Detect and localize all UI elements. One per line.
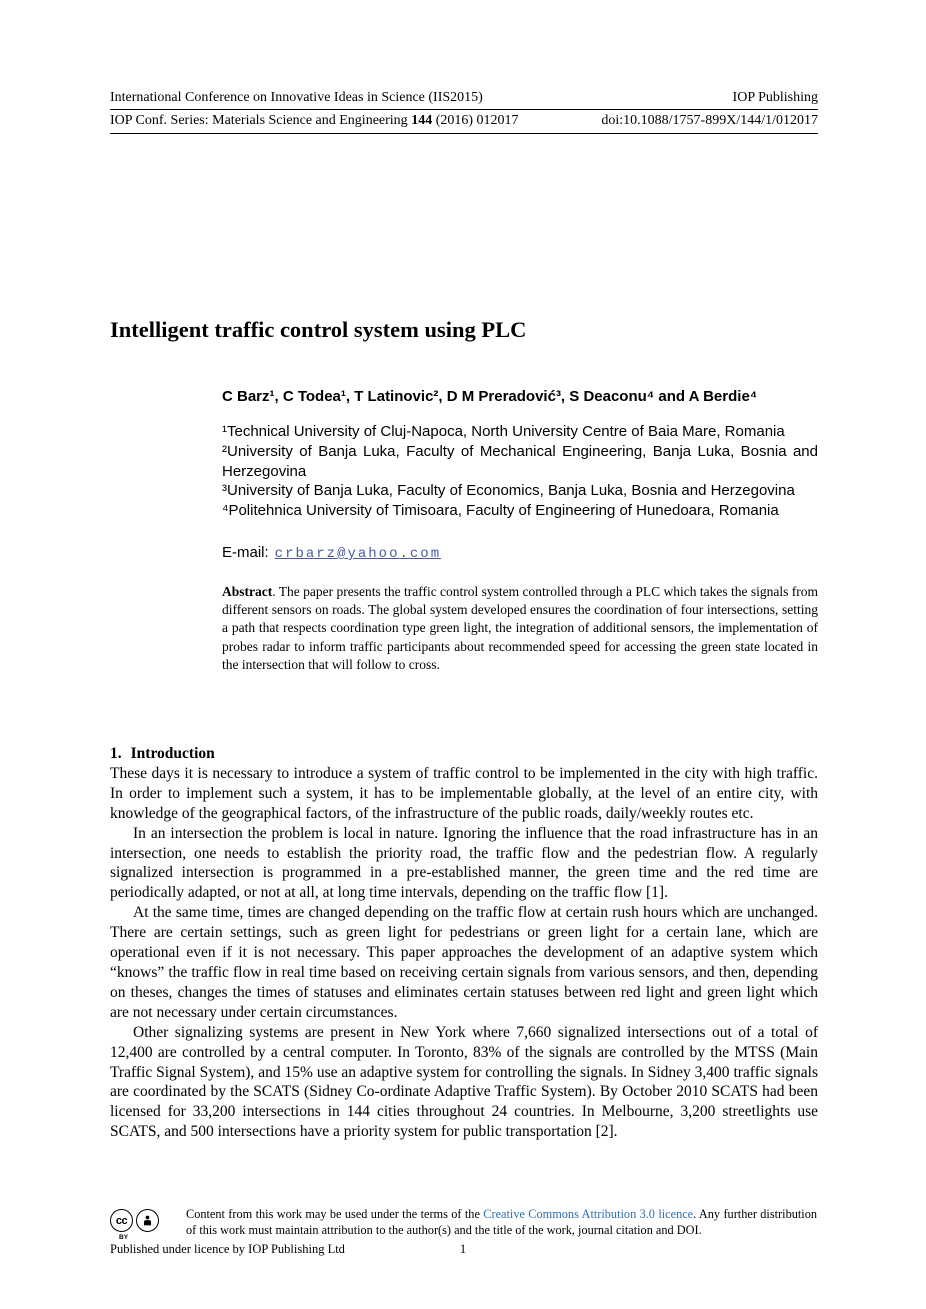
header-series [110,113,519,129]
page-number: 1 [459,1242,467,1256]
abstract [222,583,818,674]
header-series-suffix: (2016) 012017 [435,113,519,128]
header-doi: doi:10.1088/1757-899X/144/1/012017 [601,113,818,128]
email-label: E-mail: [222,543,269,561]
paragraph: Other signalizing systems are present in New York where 7,660 signalized intersections out of a total of 12,400 are controlled by a central computer. In Toronto, 83% of the signals are controlled by the MTSS (Main Traffic Signal System), and 15% use an adaptive system for controlling the signals. In Sidney 3,400 traffic signals are coordinated by the SCATS (Sidney Co-ordinate Adaptive Traffic System). By October 2010 SCATS had been licensed for 33,200 intersections in 144 cities throughout 24 countries. In Melbourne, 3,200 streetlights use SCATS, and 500 intersections have a priority system for public transportation [2]. [110,1023,818,1141]
header-conference: International Conference on Innovative Ideas in Science (IIS2015) [110,90,483,105]
license-notice [186,1207,817,1239]
header-line-2 [110,110,818,134]
header-line-1 [110,90,818,110]
section-title: Introduction [130,745,215,762]
license-text-after: . Any further distribution of this work must maintain attribution to the author(s) and the title of the work, journal citation and DOI. [186,1207,817,1237]
section-heading-introduction [110,744,818,764]
section-number: 1. [110,745,122,762]
affiliation: ¹Technical University of Cluj-Napoca, North University Centre of Baia Mare, Romania [222,423,785,440]
paper-title: Intelligent traffic control system using PLC [110,317,527,343]
header-volume: 144 [411,113,433,128]
body-text [110,744,818,1142]
authors-line: C Barz¹, C Todea¹, T Latinovic², D M Preradović³, S Deaconu⁴ and A Berdie⁴ [222,388,758,405]
header-series-prefix: IOP Conf. Series: Materials Science and Engineering [110,113,408,128]
cc-icon: cc [110,1209,133,1232]
email-row [222,543,818,564]
affiliation: ²University of Banja Luka, Faculty of Mechanical Engineering, Banja Luka, Bosnia and Herzegovina [222,442,818,480]
affiliations [222,422,818,521]
affiliation: ³University of Banja Luka, Faculty of Economics, Banja Luka, Bosnia and Herzegovina [222,482,795,500]
paragraph: At the same time, times are changed depending on the traffic flow at certain rush hours which are unchanged. There are certain settings, such as green light for pedestrians or green light for a certain lane, which are operational even if it is not necessary. This paper approaches the development of an adaptive system which “knows” the traffic flow in real time based on receiving certain signals from various sensors, and then, depending on theses, changes the times of statuses and eliminates certain statuses between red light and green light which are not necessary under certain circumstances. [110,904,818,1021]
paragraph: In an intersection the problem is local in nature. Ignoring the influence that the road infrastructure has in an intersection, one needs to establish the priority road, the traffic flow and the pedestrian flow. A regularly signalized intersection is programmed in a pre-established manner, the green time and the red time are periodically adapted, or not at all, at long time intervals, depending on the traffic flow [1]. [110,824,818,902]
email-link[interactable]: crbarz@yahoo.com [274,545,442,562]
header-publisher: IOP Publishing [732,90,818,105]
cc-by-badge [110,1209,174,1241]
running-head [110,90,818,134]
cc-by-label: BY [119,1233,129,1241]
front-matter-column [222,372,818,674]
affiliation: ⁴Politehnica University of Timisoara, Faculty of Engineering of Hunedoara, Romania [222,502,779,520]
abstract-label: Abstract [222,583,273,599]
license-link[interactable]: Creative Commons Attribution 3.0 licence [483,1207,694,1221]
paragraph: These days it is necessary to introduce a system of traffic control to be implemented in the city with high traffic. In order to implement such a system, it has to be implementable globally, at the level of an entire city, with knowledge of the geographical factors, of the infrastructure of the public roads, daily/weekly routes etc. [110,764,818,822]
cc-by-circles [110,1209,174,1232]
by-person-icon [136,1209,159,1232]
abstract-text: . The paper presents the traffic control system controlled through a PLC which takes the signals from different sensors on roads. The global system developed ensures the coordination of four intersections, setting a path that respects coordination type green light, the integration of additional sensors, the implementation of probes radar to inform traffic participants about recommended speed for accessing the green state located in the intersection that will follow to cross. [222,583,818,672]
published-line: Published under licence by IOP Publishing Ltd [110,1242,345,1256]
license-text-before: Content from this work may be used under the terms of the [186,1207,484,1221]
